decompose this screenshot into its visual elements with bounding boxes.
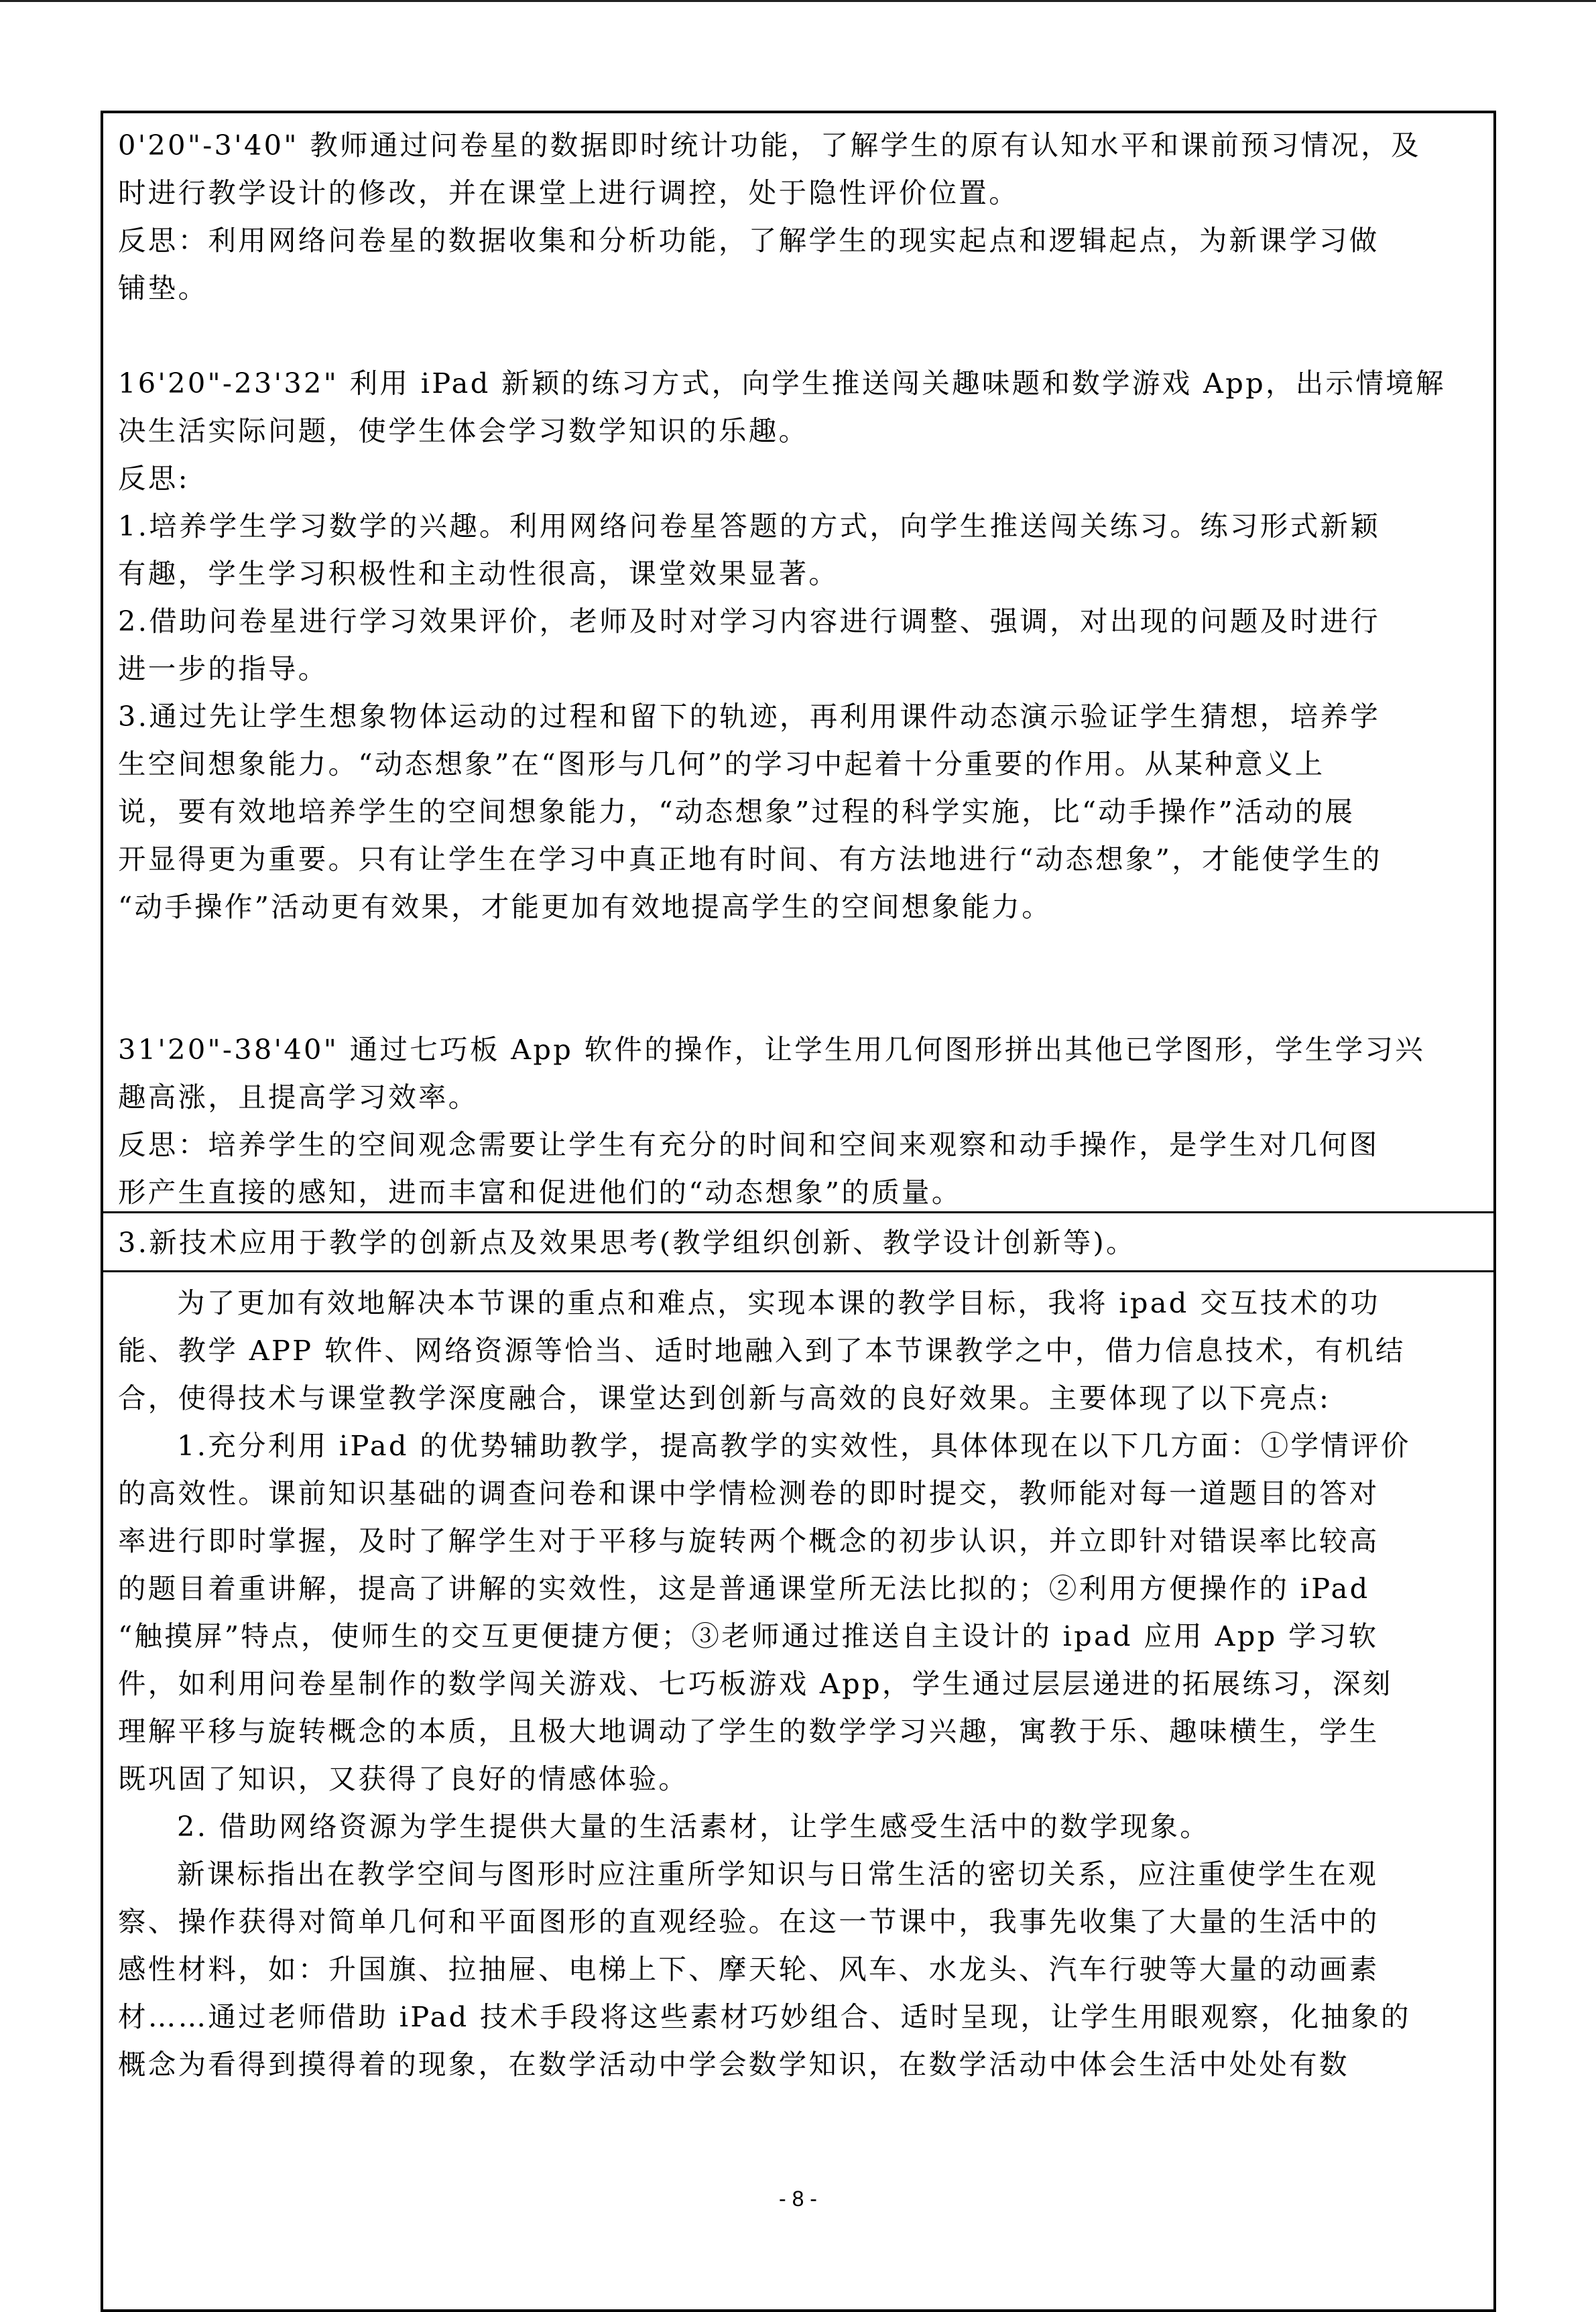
text-line: 开显得更为重要。只有让学生在学习中真正地有时间、有方法地进行“动态想象”，才能使学生的	[118, 843, 1382, 875]
text-line: 件，如利用问卷星制作的数学闯关游戏、七巧板游戏 App，学生通过层层递进的拓展练习，深刻	[118, 1667, 1393, 1700]
paragraph-start: 新课标指出在教学空间与图形时应注重所学知识与日常生活的密切关系，应注重使学生在观	[177, 1858, 1379, 1890]
paragraph-start: 为了更加有效地解决本节课的重点和难点，实现本课的教学目标，我将 ipad 交互技术的功	[177, 1286, 1380, 1319]
text-line: 感性材料，如：升国旗、拉抽屉、电梯上下、摩天轮、风车、水龙头、汽车行驶等大量的动画素	[118, 1953, 1379, 1986]
document-table	[101, 111, 1496, 2312]
blank-line	[118, 930, 1477, 978]
section-heading-cell	[103, 1211, 1493, 1270]
text-line: 反思：利用网络问卷星的数据收集和分析功能，了解学生的现实起点和逻辑起点，为新课学习做	[118, 224, 1379, 257]
text-line: 进一步的指导。	[118, 652, 328, 685]
text-line: 反思:	[118, 462, 190, 495]
text-line: 察、操作获得对简单几何和平面图形的直观经验。在这一节课中，我事先收集了大量的生活中的	[118, 1905, 1379, 1938]
text-line: “动手操作”活动更有效果，才能更加有效地提高学生的空间想象能力。	[118, 890, 1052, 923]
text-line: 16'20"-23'32" 利用 iPad 新颖的练习方式，向学生推送闯关趣味题和数学游戏 App，出示情境解	[118, 367, 1446, 400]
text-line: 0'20"-3'40" 教师通过问卷星的数据即时统计功能，了解学生的原有认知水平和课前预习情况，及	[118, 129, 1421, 162]
text-line: 的题目着重讲解，提高了讲解的实效性，这是普通课堂所无法比拟的；②利用方便操作的 iPad	[118, 1572, 1370, 1605]
blank-line	[118, 312, 1477, 359]
text-line: 说，要有效地培养学生的空间想象能力，“动态想象”过程的科学实施，比“动手操作”活动的展	[118, 795, 1355, 828]
text-line: 的高效性。课前知识基础的调查问卷和课中学情检测卷的即时提交，教师能对每一道题目的答对	[118, 1477, 1379, 1510]
text-line: 时进行教学设计的修改，并在课堂上进行调控，处于隐性评价位置。	[118, 176, 1020, 209]
text-line: 能、教学 APP 软件、网络资源等恰当、适时地融入到了本节课教学之中，借力信息技术，有机结	[118, 1334, 1406, 1367]
text-line: 合，使得技术与课堂教学深度融合，课堂达到创新与高效的良好效果。主要体现了以下亮点:	[118, 1382, 1331, 1414]
text-line: 既巩固了知识，又获得了良好的情感体验。	[118, 1762, 689, 1795]
paragraph-start: 2. 借助网络资源为学生提供大量的生活素材，让学生感受生活中的数学现象。	[177, 1810, 1211, 1843]
text-line: 1.培养学生学习数学的兴趣。利用网络问卷星答题的方式，向学生推送闯关练习。练习形式新颖	[118, 509, 1380, 542]
text-line: 2.借助问卷星进行学习效果评价，老师及时对学习内容进行调整、强调，对出现的问题及时进行	[118, 605, 1380, 637]
page-number: - 8 -	[779, 2187, 817, 2211]
text-line: 3.通过先让学生想象物体运动的过程和留下的轨迹，再利用课件动态演示验证学生猜想，培养学	[118, 700, 1380, 733]
text-line: 31'20"-38'40" 通过七巧板 App 软件的操作，让学生用几何图形拼出其他已学图形，学生学习兴	[118, 1033, 1426, 1066]
top-border-rule	[0, 0, 1596, 2]
paragraph-start: 1.充分利用 iPad 的优势辅助教学，提高教学的实效性，具体体现在以下几方面：①学情评价	[177, 1429, 1411, 1462]
innovation-body-cell	[103, 1270, 1493, 2309]
text-line: 形产生直接的感知，进而丰富和促进他们的“动态想象”的质量。	[118, 1176, 962, 1209]
blank-line	[118, 978, 1477, 1026]
text-line: 有趣，学生学习积极性和主动性很高，课堂效果显著。	[118, 557, 839, 590]
text-line: 率进行即时掌握，及时了解学生对于平移与旋转两个概念的初步认识，并立即针对错误率比较高	[118, 1524, 1379, 1557]
text-line: 概念为看得到摸得着的现象，在数学活动中学会数学知识，在数学活动中体会生活中处处有数	[118, 2048, 1349, 2081]
text-line: 趣高涨，且提高学习效率。	[118, 1081, 479, 1113]
text-line: 铺垫。	[118, 271, 208, 304]
text-line: 反思：培养学生的空间观念需要让学生有充分的时间和空间来观察和动手操作，是学生对几何图	[118, 1128, 1379, 1161]
text-line: 理解平移与旋转概念的本质，且极大地调动了学生的数学学习兴趣，寓教于乐、趣味横生，学生	[118, 1715, 1379, 1748]
timeline-reflection-cell	[103, 113, 1493, 1211]
text-line: 生空间想象能力。“动态想象”在“图形与几何”的学习中起着十分重要的作用。从某种意义上	[118, 747, 1325, 780]
text-line: 材……通过老师借助 iPad 技术手段将这些素材巧妙组合、适时呈现，让学生用眼观察，化抽象的	[118, 2000, 1411, 2033]
text-line: “触摸屏”特点，使师生的交互更便捷方便；③老师通过推送自主设计的 ipad 应用 App 学习软	[118, 1620, 1379, 1652]
section-heading: 3.新技术应用于教学的创新点及效果思考(教学组织创新、教学设计创新等)。	[118, 1226, 1136, 1259]
text-line: 决生活实际问题，使学生体会学习数学知识的乐趣。	[118, 414, 809, 447]
